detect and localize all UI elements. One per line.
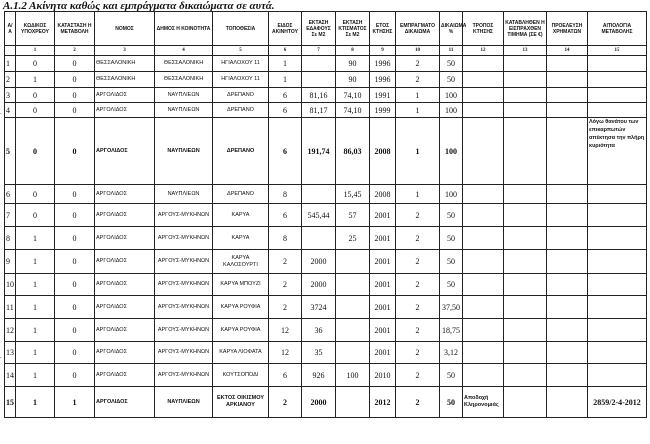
column-header: ΤΡΟΠΟΣ ΚΤΗΣΗΣ (463, 12, 504, 46)
cell-code: 1 (16, 296, 55, 319)
cell-eidos: 6 (269, 88, 302, 103)
cell-code: 1 (16, 342, 55, 364)
cell-edafos: 81,17 (302, 103, 336, 118)
cell-aitiol (588, 88, 647, 103)
cell-aitiol (588, 342, 647, 364)
cell-timima (504, 118, 547, 185)
table-row (5, 204, 647, 227)
column-header: ΔΙΚΑΙΩΜΑ % (440, 12, 463, 46)
cell-timima (504, 296, 547, 319)
table-row (5, 274, 647, 296)
cell-timima (504, 72, 547, 88)
column-number-row (5, 46, 647, 56)
cell-status: 0 (55, 319, 95, 342)
cell-pct: 50 (440, 250, 463, 274)
cell-timima (504, 342, 547, 364)
cell-eidos: 12 (269, 319, 302, 342)
cell-aa: 10 (5, 274, 16, 296)
cell-status: 1 (55, 387, 95, 418)
cell-timima (504, 364, 547, 387)
column-number: 5 (213, 46, 269, 56)
cell-dimos: ΘΕΣΣΑΛΟΝΙΚΗ (155, 72, 213, 88)
table-row (5, 227, 647, 250)
cell-code: 0 (16, 118, 55, 185)
cell-aa: 13 (5, 342, 16, 364)
cell-pct: 100 (440, 88, 463, 103)
cell-etos: 1996 (370, 56, 396, 72)
property-table (4, 11, 647, 418)
cell-timima (504, 319, 547, 342)
table-row (5, 387, 647, 418)
cell-topos: ΔΡΕΠΑΝΟ (213, 118, 269, 185)
cell-aitiol (588, 103, 647, 118)
cell-nomos: ΘΕΣΣΑΛΟΝΙΚΗ (95, 56, 155, 72)
margin-mark: . (0, 352, 2, 360)
column-number: 10 (396, 46, 440, 56)
cell-tropos (463, 118, 504, 185)
cell-code: 1 (16, 319, 55, 342)
cell-aa: 2 (5, 72, 16, 88)
cell-ktisma (336, 250, 370, 274)
cell-pct: 100 (440, 103, 463, 118)
column-header: ΕΚΤΑΣΗ ΚΤΙΣΜΑΤΟΣ Σε Μ2 (336, 12, 370, 46)
cell-empr: 2 (396, 204, 440, 227)
cell-etos: 2001 (370, 227, 396, 250)
cell-eidos: 8 (269, 227, 302, 250)
cell-aitiol (588, 56, 647, 72)
column-header: ΚΑΤΑΒΛΗΘΕΝ Η ΕΙΣΠΡΑΧΘΕΝ ΤΙΜΗΜΑ (ΣΕ €) (504, 12, 547, 46)
cell-nomos: ΑΡΓΟΛΙΔΟΣ (95, 88, 155, 103)
table-row (5, 296, 647, 319)
table-row (5, 88, 647, 103)
cell-aa: 11 (5, 296, 16, 319)
cell-status: 0 (55, 204, 95, 227)
column-number: 3 (95, 46, 155, 56)
cell-empr: 2 (396, 56, 440, 72)
cell-pct: 3,12 (440, 342, 463, 364)
cell-code: 0 (16, 56, 55, 72)
cell-status: 0 (55, 103, 95, 118)
header-row (5, 12, 647, 46)
cell-aitiol (588, 319, 647, 342)
cell-ktisma: 15,45 (336, 185, 370, 204)
cell-proel (547, 364, 588, 387)
cell-etos: 2008 (370, 185, 396, 204)
cell-tropos (463, 204, 504, 227)
cell-edafos: 2000 (302, 274, 336, 296)
cell-eidos: 1 (269, 56, 302, 72)
cell-topos: ΚΑΡΥΑ (213, 227, 269, 250)
cell-code: 0 (16, 204, 55, 227)
cell-proel (547, 204, 588, 227)
cell-eidos: 2 (269, 296, 302, 319)
cell-etos: 2001 (370, 342, 396, 364)
cell-aitiol (588, 227, 647, 250)
column-number: 13 (504, 46, 547, 56)
cell-empr: 1 (396, 185, 440, 204)
cell-pct: 50 (440, 56, 463, 72)
cell-edafos (302, 227, 336, 250)
cell-proel (547, 56, 588, 72)
cell-topos: ΚΑΡΥΑ ΡΟΥΦΙΑ (213, 319, 269, 342)
cell-tropos (463, 364, 504, 387)
cell-ktisma (336, 274, 370, 296)
column-header: ΚΩΔΙΚΟΣ ΥΠΟΧΡΕΟΥ (16, 12, 55, 46)
cell-ktisma: 86,03 (336, 118, 370, 185)
cell-tropos (463, 88, 504, 103)
cell-pct: 18,75 (440, 319, 463, 342)
cell-empr: 2 (396, 296, 440, 319)
cell-topos: ΕΚΤΟΣ ΟΙΚΙΣΜΟΥ ΑΡΚΙΑΝΟΥ (213, 387, 269, 418)
column-header: ΝΟΜΟΣ (95, 12, 155, 46)
cell-aitiol (588, 72, 647, 88)
cell-timima (504, 387, 547, 418)
cell-dimos: ΝΑΥΠΛΙΕΩΝ (155, 88, 213, 103)
cell-status: 0 (55, 88, 95, 103)
cell-timima (504, 103, 547, 118)
cell-tropos (463, 296, 504, 319)
cell-aa: 1 (5, 56, 16, 72)
cell-aa: 7 (5, 204, 16, 227)
cell-etos: 1996 (370, 72, 396, 88)
cell-status: 0 (55, 364, 95, 387)
cell-nomos: ΑΡΓΟΛΙΔΟΣ (95, 296, 155, 319)
cell-timima (504, 56, 547, 72)
cell-pct: 100 (440, 118, 463, 185)
cell-tropos (463, 250, 504, 274)
cell-tropos (463, 274, 504, 296)
column-header: ΕΤΟΣ ΚΤΗΣΗΣ (370, 12, 396, 46)
cell-proel (547, 274, 588, 296)
cell-empr: 2 (396, 387, 440, 418)
cell-proel (547, 387, 588, 418)
cell-ktisma: 25 (336, 227, 370, 250)
cell-code: 1 (16, 364, 55, 387)
cell-nomos: ΑΡΓΟΛΙΔΟΣ (95, 342, 155, 364)
cell-ktisma (336, 296, 370, 319)
cell-topos: ΔΡΕΠΑΝΟ (213, 88, 269, 103)
cell-pct: 50 (440, 274, 463, 296)
cell-topos: ΚΑΡΥΑ ΚΑΛΟΣΟΥΡΤΙ (213, 250, 269, 274)
cell-pct: 50 (440, 227, 463, 250)
table-row (5, 250, 647, 274)
table-row (5, 319, 647, 342)
cell-etos: 1991 (370, 88, 396, 103)
cell-edafos: 3724 (302, 296, 336, 319)
cell-timima (504, 185, 547, 204)
cell-pct: 50 (440, 204, 463, 227)
cell-ktisma: 74,10 (336, 88, 370, 103)
cell-dimos: ΘΕΣΣΑΛΟΝΙΚΗ (155, 56, 213, 72)
cell-etos: 2001 (370, 250, 396, 274)
cell-topos: ΔΡΕΠΑΝΟ (213, 103, 269, 118)
column-number: 9 (370, 46, 396, 56)
cell-eidos: 6 (269, 103, 302, 118)
cell-ktisma: 100 (336, 364, 370, 387)
cell-etos: 2012 (370, 387, 396, 418)
cell-aitiol (588, 204, 647, 227)
cell-empr: 2 (396, 250, 440, 274)
cell-eidos: 12 (269, 342, 302, 364)
cell-nomos: ΑΡΓΟΛΙΔΟΣ (95, 118, 155, 185)
cell-code: 1 (16, 227, 55, 250)
cell-etos: 2001 (370, 274, 396, 296)
cell-proel (547, 250, 588, 274)
cell-empr: 2 (396, 72, 440, 88)
cell-eidos: 6 (269, 364, 302, 387)
cell-edafos: 36 (302, 319, 336, 342)
cell-ktisma: 90 (336, 56, 370, 72)
column-number: 1 (16, 46, 55, 56)
cell-eidos: 2 (269, 387, 302, 418)
cell-etos: 2010 (370, 364, 396, 387)
cell-proel (547, 72, 588, 88)
column-header: ΕΚΤΑΣΗ ΕΔΑΦΟΥΣ Σε Μ2 (302, 12, 336, 46)
cell-aa: 8 (5, 227, 16, 250)
cell-empr: 2 (396, 364, 440, 387)
cell-code: 1 (16, 72, 55, 88)
cell-pct: 100 (440, 185, 463, 204)
cell-status: 0 (55, 274, 95, 296)
table-row (5, 118, 647, 185)
cell-ktisma (336, 319, 370, 342)
cell-topos: ΚΑΡΥΑ ΜΠΟΥΖΙ (213, 274, 269, 296)
cell-eidos: 6 (269, 118, 302, 185)
cell-dimos: ΑΡΓΟΥΣ-ΜΥΚΗΝΩΝ (155, 250, 213, 274)
cell-eidos: 2 (269, 274, 302, 296)
cell-eidos: 2 (269, 250, 302, 274)
cell-aa: 4 (5, 103, 16, 118)
cell-dimos: ΑΡΓΟΥΣ-ΜΥΚΗΝΩΝ (155, 342, 213, 364)
column-number: 14 (547, 46, 588, 56)
cell-etos: 2001 (370, 319, 396, 342)
cell-status: 0 (55, 56, 95, 72)
cell-proel (547, 227, 588, 250)
cell-nomos: ΘΕΣΣΑΛΟΝΙΚΗ (95, 72, 155, 88)
cell-code: 1 (16, 250, 55, 274)
cell-etos: 2001 (370, 204, 396, 227)
cell-empr: 2 (396, 274, 440, 296)
cell-proel (547, 103, 588, 118)
column-number: 12 (463, 46, 504, 56)
cell-ktisma (336, 387, 370, 418)
column-header: ΚΑΤΑΣΤΑΣΗ Η ΜΕΤΑΒΟΛΗ (55, 12, 95, 46)
cell-edafos (302, 72, 336, 88)
cell-empr: 1 (396, 103, 440, 118)
column-number: 4 (155, 46, 213, 56)
cell-dimos: ΑΡΓΟΥΣ-ΜΥΚΗΝΩΝ (155, 227, 213, 250)
cell-tropos (463, 227, 504, 250)
table-row (5, 185, 647, 204)
cell-nomos: ΑΡΓΟΛΙΔΟΣ (95, 364, 155, 387)
cell-topos: ΔΡΕΠΑΝΟ (213, 185, 269, 204)
column-number (5, 46, 16, 56)
cell-proel (547, 118, 588, 185)
cell-topos: ΗΓΙΑΛΟΧΟΥ 11 (213, 56, 269, 72)
cell-status: 0 (55, 118, 95, 185)
cell-edafos: 926 (302, 364, 336, 387)
cell-status: 0 (55, 185, 95, 204)
column-header: ΕΜΠΡΑΓΜΑΤΟ ΔΙΚΑΙΩΜΑ (396, 12, 440, 46)
cell-aa: 5 (5, 118, 16, 185)
margin-mark: . (0, 108, 2, 116)
cell-pct: 37,50 (440, 296, 463, 319)
cell-timima (504, 274, 547, 296)
cell-etos: 2008 (370, 118, 396, 185)
cell-aitiol (588, 274, 647, 296)
cell-aa: 15 (5, 387, 16, 418)
cell-timima (504, 227, 547, 250)
column-number: 15 (588, 46, 647, 56)
cell-dimos: ΝΑΥΠΛΙΕΩΝ (155, 185, 213, 204)
table-row (5, 56, 647, 72)
cell-eidos: 8 (269, 185, 302, 204)
cell-aitiol (588, 364, 647, 387)
cell-etos: 2001 (370, 296, 396, 319)
table-row (5, 364, 647, 387)
cell-edafos (302, 185, 336, 204)
cell-tropos (463, 342, 504, 364)
cell-proel (547, 342, 588, 364)
cell-timima (504, 88, 547, 103)
cell-edafos: 2000 (302, 387, 336, 418)
cell-ktisma: 74,10 (336, 103, 370, 118)
cell-tropos (463, 185, 504, 204)
cell-timima (504, 250, 547, 274)
cell-topos: ΚΟΥΤΣΟΠΟΔΙ (213, 364, 269, 387)
cell-ktisma: 90 (336, 72, 370, 88)
cell-nomos: ΑΡΓΟΛΙΔΟΣ (95, 250, 155, 274)
cell-empr: 2 (396, 227, 440, 250)
table-row (5, 72, 647, 88)
cell-dimos: ΑΡΓΟΥΣ-ΜΥΚΗΝΩΝ (155, 364, 213, 387)
cell-status: 0 (55, 342, 95, 364)
cell-aitiol (588, 250, 647, 274)
cell-aa: 6 (5, 185, 16, 204)
cell-pct: 50 (440, 387, 463, 418)
cell-dimos: ΑΡΓΟΥΣ-ΜΥΚΗΝΩΝ (155, 319, 213, 342)
cell-ktisma (336, 342, 370, 364)
cell-dimos: ΝΑΥΠΛΙΕΩΝ (155, 387, 213, 418)
cell-nomos: ΑΡΓΟΛΙΔΟΣ (95, 103, 155, 118)
column-header: ΔΗΜΟΣ Η ΚΟΙΝΟΤΗΤΑ (155, 12, 213, 46)
cell-tropos: Αποδοχή Κληρονομιάς (463, 387, 504, 418)
cell-ktisma: 57 (336, 204, 370, 227)
cell-topos: ΚΑΡΥΑ (213, 204, 269, 227)
cell-topos: ΗΓΙΑΛΟΧΟΥ 11 (213, 72, 269, 88)
cell-proel (547, 88, 588, 103)
cell-eidos: 1 (269, 72, 302, 88)
cell-code: 0 (16, 185, 55, 204)
cell-code: 1 (16, 387, 55, 418)
cell-nomos: ΑΡΓΟΛΙΔΟΣ (95, 185, 155, 204)
cell-topos: ΚΑΡΥΑ ΛΙΟΦΑΤΑ (213, 342, 269, 364)
cell-proel (547, 296, 588, 319)
cell-code: 0 (16, 103, 55, 118)
cell-tropos (463, 319, 504, 342)
cell-aitiol (588, 185, 647, 204)
section-title: Α.1.2 Ακίνητα καθώς και εμπράγματα δικαιώματα σε αυτά. (3, 0, 275, 12)
cell-nomos: ΑΡΓΟΛΙΔΟΣ (95, 227, 155, 250)
cell-dimos: ΝΑΥΠΛΙΕΩΝ (155, 118, 213, 185)
column-number: 11 (440, 46, 463, 56)
table-row (5, 103, 647, 118)
cell-aa: 3 (5, 88, 16, 103)
cell-nomos: ΑΡΓΟΛΙΔΟΣ (95, 319, 155, 342)
cell-edafos: 81,16 (302, 88, 336, 103)
column-header: ΕΙΔΟΣ ΑΚΙΝΗΤΟΥ (269, 12, 302, 46)
cell-etos: 1999 (370, 103, 396, 118)
cell-edafos: 191,74 (302, 118, 336, 185)
cell-timima (504, 204, 547, 227)
cell-pct: 50 (440, 364, 463, 387)
cell-dimos: ΑΡΓΟΥΣ-ΜΥΚΗΝΩΝ (155, 296, 213, 319)
cell-empr: 2 (396, 342, 440, 364)
column-number: 6 (269, 46, 302, 56)
cell-dimos: ΑΡΓΟΥΣ-ΜΥΚΗΝΩΝ (155, 204, 213, 227)
cell-dimos: ΝΑΥΠΛΙΕΩΝ (155, 103, 213, 118)
cell-pct: 50 (440, 72, 463, 88)
cell-aa: 12 (5, 319, 16, 342)
column-number: 8 (336, 46, 370, 56)
cell-status: 0 (55, 227, 95, 250)
cell-aitiol (588, 296, 647, 319)
cell-nomos: ΑΡΓΟΛΙΔΟΣ (95, 204, 155, 227)
cell-topos: ΚΑΡΥΑ ΡΟΥΦΙΑ (213, 296, 269, 319)
cell-eidos: 6 (269, 204, 302, 227)
cell-code: 1 (16, 274, 55, 296)
column-header: ΠΡΟΕΛΕΥΣΗ ΧΡΗΜΑΤΩΝ (547, 12, 588, 46)
cell-nomos: ΑΡΓΟΛΙΔΟΣ (95, 387, 155, 418)
cell-dimos: ΑΡΓΟΥΣ-ΜΥΚΗΝΩΝ (155, 274, 213, 296)
cell-empr: 1 (396, 88, 440, 103)
column-number: 2 (55, 46, 95, 56)
column-header: ΤΟΠΟΘΕΣΙΑ (213, 12, 269, 46)
cell-aa: 14 (5, 364, 16, 387)
column-header: ΑΙΤΙΟΛΟΓΙΑ ΜΕΤΑΒΟΛΗΣ (588, 12, 647, 46)
table-row (5, 342, 647, 364)
cell-edafos (302, 56, 336, 72)
column-header: Α/Α (5, 12, 16, 46)
cell-edafos: 2000 (302, 250, 336, 274)
cell-status: 0 (55, 296, 95, 319)
cell-tropos (463, 56, 504, 72)
cell-aa: 9 (5, 250, 16, 274)
cell-code: 0 (16, 88, 55, 103)
cell-proel (547, 319, 588, 342)
cell-proel (547, 185, 588, 204)
cell-aitiol: Λόγω θανάτου των επικαρπωτών απέκτησα την πλήρη κυριότητα (588, 118, 647, 185)
cell-tropos (463, 103, 504, 118)
cell-aitiol: 2859/2-4-2012 (588, 387, 647, 418)
cell-status: 0 (55, 72, 95, 88)
column-number: 7 (302, 46, 336, 56)
cell-nomos: ΑΡΓΟΛΙΔΟΣ (95, 274, 155, 296)
cell-empr: 1 (396, 118, 440, 185)
cell-empr: 2 (396, 319, 440, 342)
cell-status: 0 (55, 250, 95, 274)
cell-edafos: 545,44 (302, 204, 336, 227)
cell-edafos: 35 (302, 342, 336, 364)
cell-tropos (463, 72, 504, 88)
